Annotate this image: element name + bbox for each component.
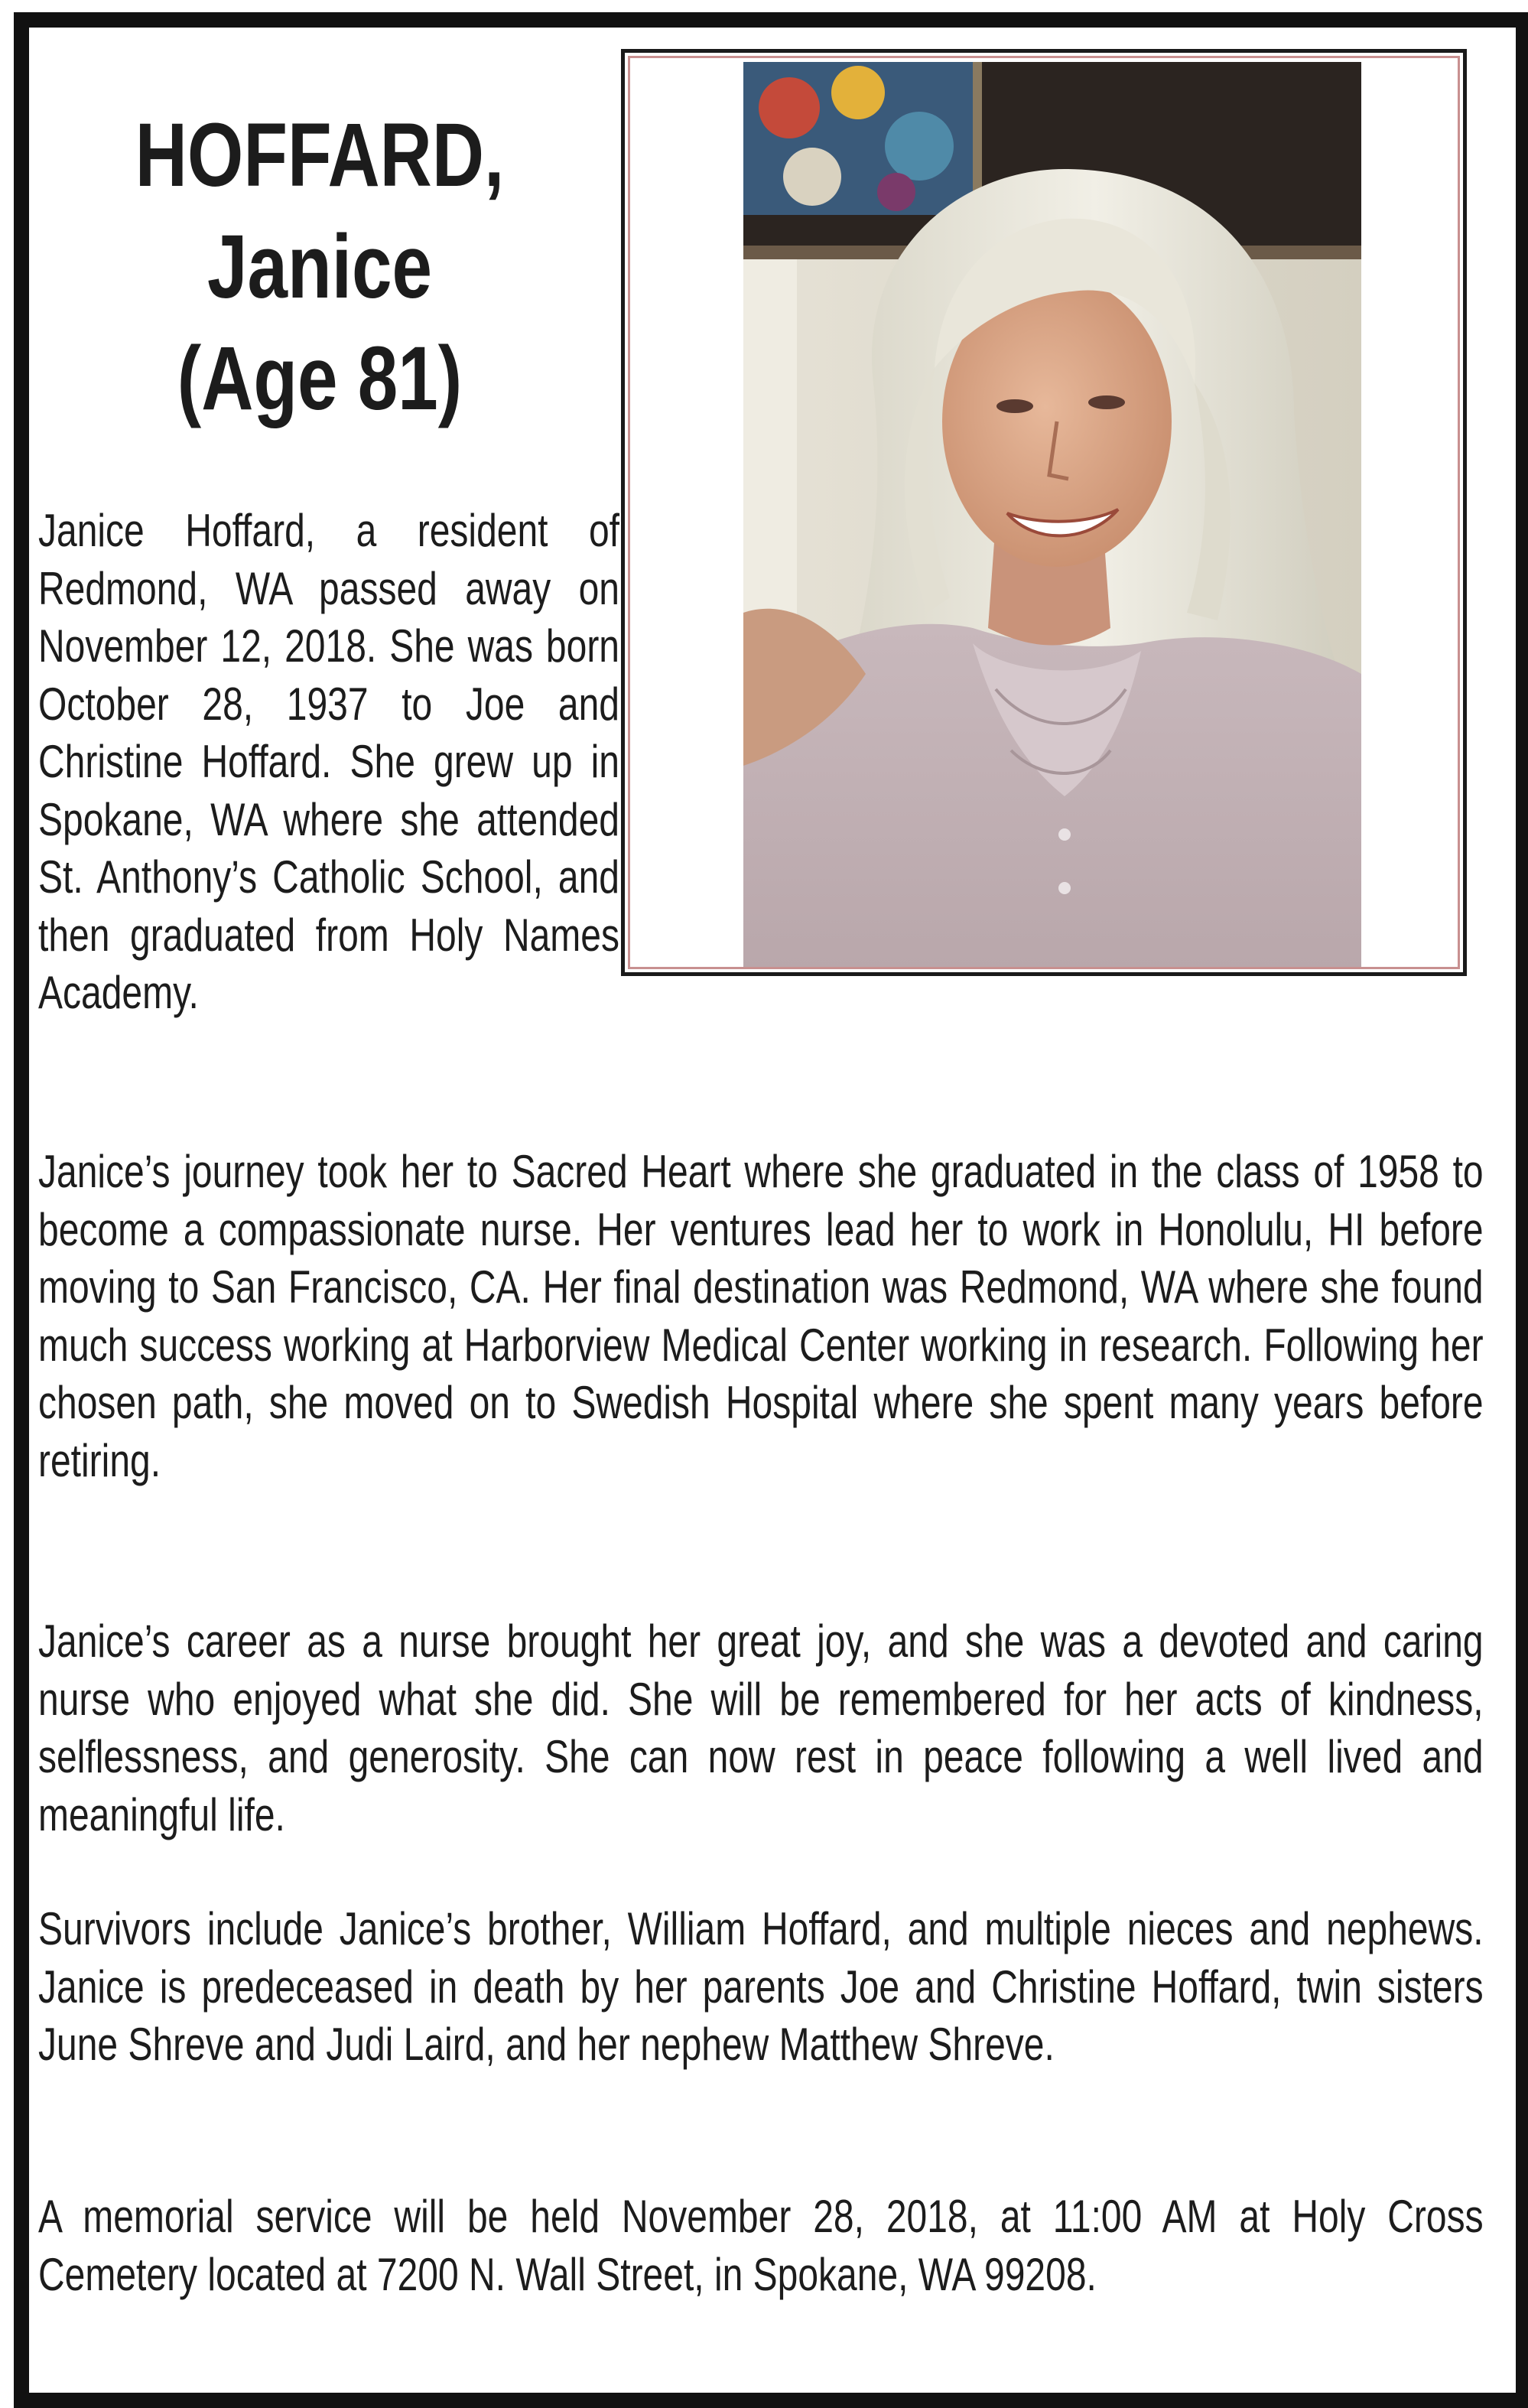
surname-title: HOFFARD, [135, 105, 505, 206]
portrait-frame [621, 49, 1467, 976]
paragraph-career [38, 1143, 1484, 1489]
paragraph-memorial-service [38, 2188, 1484, 2303]
paragraph-remembrance [38, 1612, 1484, 1843]
age-title: (Age 81) [177, 328, 463, 429]
obituary-heading [14, 99, 626, 434]
given-name-title: Janice [207, 216, 432, 317]
paragraph-biography-text: Janice Hoffard, a resident of Redmond, WA passed away on November 12, 2018. She was born October 28, 1937 to Joe and Christine Hoffard. She grew up in Spokane, WA where she attended St. Anthony’s Catholic School, and then graduated from Holy Names Academy. [38, 505, 619, 1018]
portrait-photo [743, 62, 1361, 969]
paragraph-memorial-service-text: A memorial service will be held November 28, 2018, at 11:00 AM at Holy Cross Cemetery located at 7200 N. Wall Street, in Spokane, WA 99208. [38, 2191, 1484, 2300]
paragraph-remembrance-text: Janice’s career as a nurse brought her great joy, and she was a devoted and caring nurse who enjoyed what she did. She will be remembered for her acts of kindness, selflessness, and generosity. She can now rest in peace following a well lived and meaningful life. [38, 1616, 1484, 1840]
paragraph-survivors-text: Survivors include Janice’s brother, William Hoffard, and multiple nieces and nephews. Janice is predeceased in death by her parents Joe and Christine Hoffard, twin sisters June Shreve and Judi Laird, and her nephew Matthew Shreve. [38, 1903, 1484, 2070]
paragraph-survivors [38, 1900, 1484, 2074]
paragraph-biography [38, 502, 619, 1022]
paragraph-career-text: Janice’s journey took her to Sacred Heart where she graduated in the class of 1958 to become a compassionate nurse. Her ventures lead her to work in Honolulu, HI before moving to San Francisco, CA. Her final destination was Redmond, WA where she found much success working at Harborview Medical Center working in research. Following her chosen path, she moved on to Swedish Hospital where she spent many years before retiring. [38, 1146, 1484, 1486]
